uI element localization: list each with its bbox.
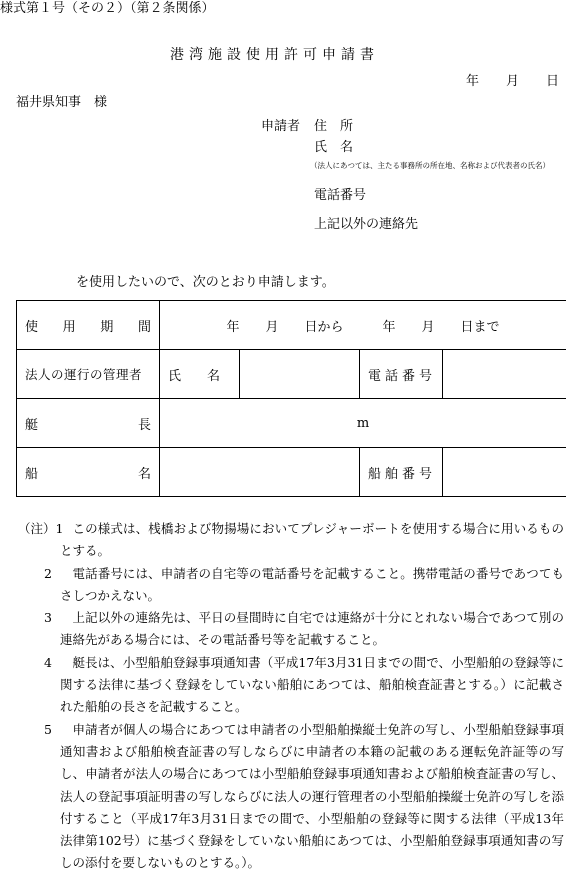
list-item (18, 518, 564, 563)
note-text: この様式は、桟橋および物揚場においてプレジャーボートを使用する場合に用いるものとする。 (60, 518, 564, 563)
manager-name-label: 氏 名 (168, 365, 220, 384)
length-label-cell (17, 399, 160, 448)
ship-name-label-cell (17, 448, 160, 497)
document-title: 港湾施設使用許可申請書 (170, 44, 398, 64)
table-row (17, 301, 566, 350)
intro-text: を使用したいので、次のとおり申請します。 (76, 271, 335, 290)
manager-name-label-cell (160, 350, 240, 399)
note-number: 2 (18, 563, 60, 608)
list-item (18, 607, 564, 652)
addressee: 福井県知事 様 (16, 91, 107, 110)
name-label: 氏 名 (314, 136, 353, 155)
manager-label: 法人の運行の管理者 (25, 365, 151, 383)
address-label: 住 所 (314, 115, 353, 134)
manager-label-cell (17, 350, 160, 399)
ship-number-label: 船舶番号 (368, 463, 434, 482)
period-value: 年 月 日から 年 月 日まで (227, 320, 500, 335)
ship-name-label: 船 名 (25, 463, 151, 482)
list-item (18, 652, 564, 719)
table-row (17, 399, 566, 448)
list-item (18, 563, 564, 608)
table-row (17, 350, 566, 399)
notes-section (18, 518, 564, 875)
date-month-label: 月 (506, 70, 519, 89)
date-day-label: 日 (546, 70, 559, 89)
other-contact-label: 上記以外の連絡先 (314, 213, 418, 232)
form-id: 様式第１号（その２）（第２条関係） (0, 0, 215, 16)
length-value-cell[interactable] (160, 399, 566, 448)
note-text: 申請者が個人の場合にあつては申請者の小型船舶操縦士免許の写し、小型船舶登録事項通知書および船舶検査証書の写しならびに申請者の本籍の記載のある運転免許証等の写し、申請者が法人の場合にあつては小型船舶登録事項通知書および船舶検査証書の写し、法人の登記事項証明書の写しならびに法人の運行管理者の小型船舶操縦士免許の写しを添付すること（平成17年3月31日までの間で、小型船舶の登録等に関する法律（平成13年法律第102号）に基づく登録をしていない船舶にあつては、小型船舶登録事項通知書の写しの添付を要しないものとする。）。 (60, 719, 564, 875)
manager-phone-value-cell[interactable] (443, 350, 566, 399)
date-year-label: 年 (466, 70, 479, 89)
period-label-cell (17, 301, 160, 350)
note-number: 4 (18, 652, 60, 719)
corporation-note: （法人にあつては、主たる事務所の所在地、名称および代表者の氏名） (310, 160, 550, 171)
table-row (17, 448, 566, 497)
length-label: 艇 長 (25, 414, 151, 433)
length-unit: m (357, 416, 369, 431)
list-item (18, 719, 564, 875)
ship-name-value-cell[interactable] (160, 448, 360, 497)
application-table (16, 300, 566, 497)
note-number: 5 (18, 719, 60, 875)
manager-phone-label-cell (360, 350, 443, 399)
note-text: 上記以外の連絡先は、平日の昼間時に自宅では連絡が十分にとれない場合であつて別の連絡先がある場合には、その電話番号等を記載すること。 (60, 607, 564, 652)
note-text: 艇長は、小型船舶登録事項通知書（平成17年3月31日までの間で、小型船舶の登録等に関する法律に基づく登録をしていない船舶にあつては、船舶検査証書とする。）に記載された船舶の長さを記載すること。 (60, 652, 564, 719)
notes-prefix: （注）1 (18, 518, 60, 563)
note-number: 3 (18, 607, 60, 652)
manager-phone-label: 電話番号 (368, 365, 434, 384)
applicant-label: 申請者 (261, 115, 300, 134)
period-label: 使 用 期 間 (25, 316, 151, 335)
manager-name-value-cell[interactable] (240, 350, 360, 399)
note-text: 電話番号には、申請者の自宅等の電話番号を記載すること。携帯電話の番号であつてもさしつかえない。 (60, 563, 564, 608)
ship-number-value-cell[interactable] (443, 448, 566, 497)
ship-number-label-cell (360, 448, 443, 497)
phone-label: 電話番号 (314, 184, 366, 203)
period-value-cell[interactable] (160, 301, 566, 350)
